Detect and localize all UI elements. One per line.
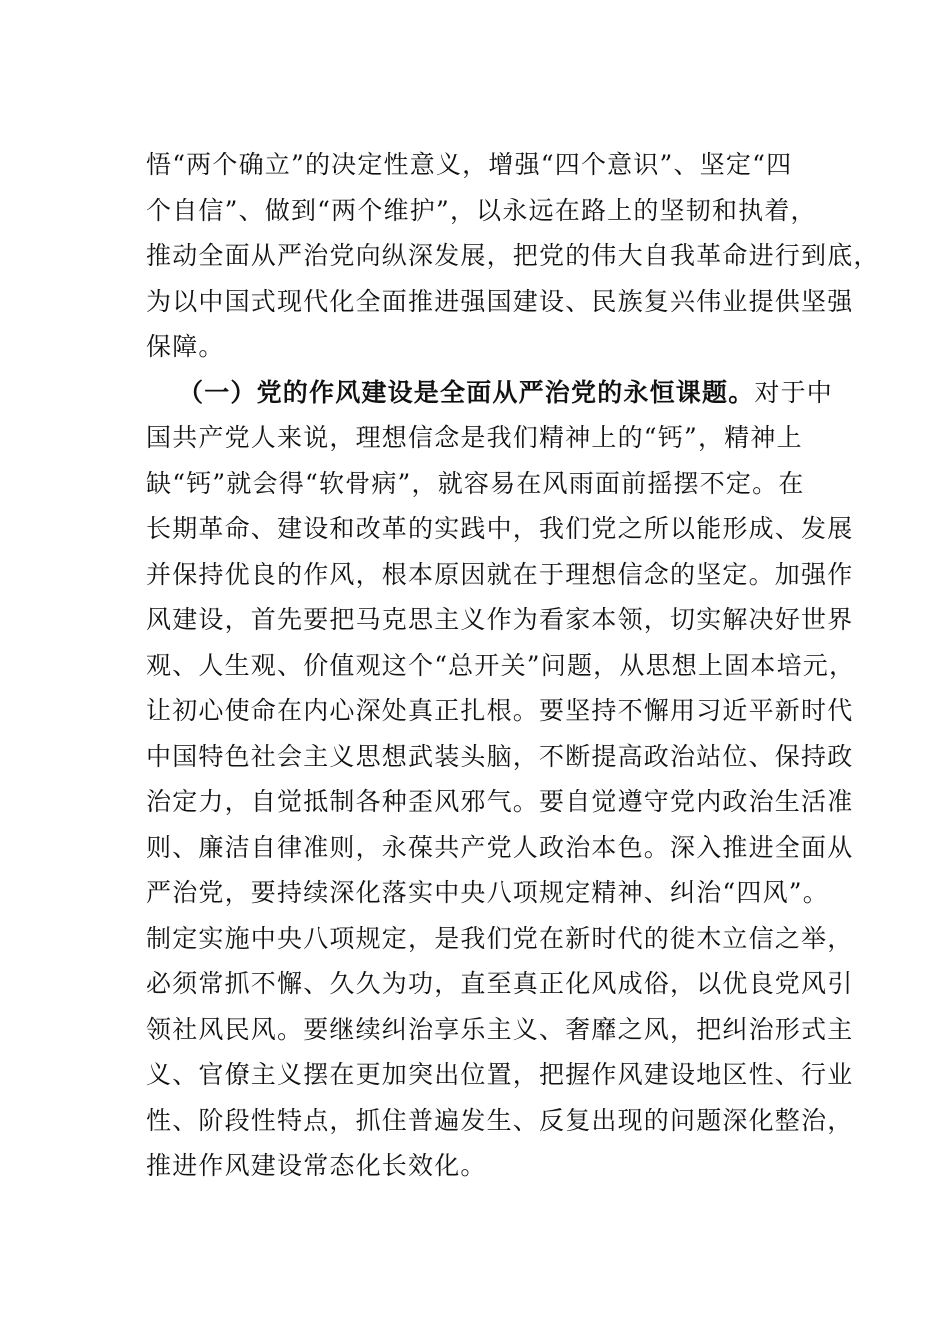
text-line: 国共产党人来说，理想信念是我们精神上的“钙”，精神上	[146, 423, 803, 452]
text-line: 风建设，首先要把马克思主义作为看家本领，切实解决好世界	[146, 605, 854, 634]
text-line: 制定实施中央八项规定，是我们党在新时代的徙木立信之举，	[146, 923, 854, 953]
text-line: 义、官僚主义摆在更加突出位置，把握作风建设地区性、行业	[146, 1060, 854, 1089]
text-line: 为以中国式现代化全面推进强国建设、民族复兴伟业提供坚强	[146, 286, 854, 316]
text-line: 推动全面从严治党向纵深发展，把党的伟大自我革命进行到底，	[146, 241, 880, 270]
body-text	[146, 142, 880, 1189]
text-line: 治定力，自觉抵制各种歪风邪气。要自觉遵守党内政治生活准	[146, 787, 854, 816]
text-line: 必须常抓不懈、久久为功，直至真正化风成俗，以优良党风引	[146, 969, 854, 998]
section-heading-tail: 对于中	[754, 377, 834, 407]
text-line: 领社风民风。要继续纠治享乐主义、奢靡之风，把纠治形式主	[146, 1014, 854, 1044]
text-line: 长期革命、建设和改革的实践中，我们党之所以能形成、发展	[146, 514, 854, 543]
text-line: 则、廉洁自律准则，永葆共产党人政治本色。深入推进全面从	[146, 832, 854, 862]
section-heading: （一）党的作风建设是全面从严治党的永恒课题。	[178, 377, 755, 407]
text-line: 严治党，要持续深化落实中央八项规定精神、纠治“四风”。	[146, 878, 829, 907]
text-line: 缺“钙”就会得“软骨病”，就容易在风雨面前摇摆不定。在	[146, 468, 805, 498]
text-line: 性、阶段性特点，抓住普遍发生、反复出现的问题深化整治，	[146, 1105, 854, 1135]
text-line: 观、人生观、价值观这个“总开关”问题，从思想上固本培元，	[146, 650, 856, 680]
text-line: 中国特色社会主义思想武装头脑，不断提高政治站位、保持政	[146, 741, 854, 771]
text-line: 个自信”、做到“两个维护”，以永远在路上的坚韧和执着，	[146, 195, 817, 225]
text-line: 让初心使命在内心深处真正扎根。要坚持不懈用习近平新时代	[146, 696, 854, 725]
text-line: 并保持优良的作风，根本原因就在于理想信念的坚定。加强作	[146, 559, 854, 589]
text-line: 推进作风建设常态化长效化。	[146, 1151, 487, 1180]
text-line: 保障。	[146, 332, 225, 361]
text-line: 悟“两个确立”的决定性意义，增强“四个意识”、坚定“四	[146, 150, 793, 179]
section-heading-line	[146, 370, 836, 416]
